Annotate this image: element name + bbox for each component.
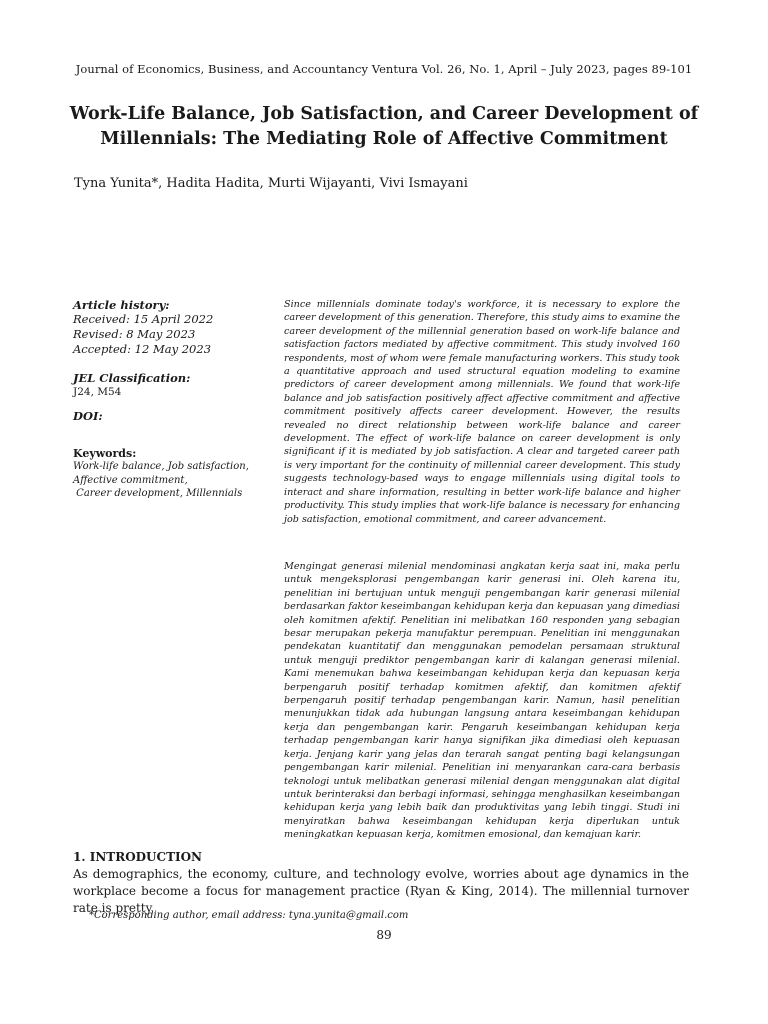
keywords-label: Keywords: xyxy=(73,447,137,460)
doi-label: DOI: xyxy=(73,409,103,423)
article-info-sidebar xyxy=(73,298,273,501)
received-date: Received: 15 April 2022 xyxy=(73,312,214,326)
abstract-english: Since millennials dominate today's workforce, it is necessary to explore the career development of this generation. Therefore, this study aims to examine the career development of the millennial generation based on work-life balance and satisfaction factors mediated by affective commitment. This study involved 160 respondents, most of whom were female manufacturing workers. This study took a quantitative approach and used structural equation modeling to examine predictors of career development among millennials. We found that work-life balance and job satisfaction positively affect affective commitment and affective commitment positively affects career development. However, the results revealed no direct relationship between work-life balance and career development. The effect of work-life balance on career development is only significant if it is mediated by job satisfaction. A clear and targeted career path is very important for the continuity of millennial career development. This study suggests technology-based ways to engage millennials using digital tools to interact and share information, resulting in better work-life balance and higher productivity. This study implies that work-life balance is necessary for enhancing job satisfaction, emotional commitment, and career advancement. xyxy=(284,299,680,525)
keywords-line: Work-life balance, Job satisfaction, xyxy=(73,461,249,472)
keywords-line: Affective commitment, xyxy=(73,474,188,486)
introduction-heading: 1. INTRODUCTION xyxy=(73,850,203,864)
article-history-label: Article history: xyxy=(73,298,170,312)
journal-header: Journal of Economics, Business, and Accountancy Ventura Vol. 26, No. 1, April – July 2023, pages 89-101 xyxy=(75,62,693,76)
page-number: 89 xyxy=(376,928,392,942)
corresponding-author-footnote: *Corresponding author, email address: tyna.yunita@gmail.com xyxy=(89,910,409,921)
accepted-date: Accepted: 12 May 2023 xyxy=(73,342,212,356)
keywords-line: Career development, Millennials xyxy=(73,488,243,499)
article-title: Work-Life Balance, Job Satisfaction, and Career Development of Millennials: The Mediating Role of Affective Commitment xyxy=(69,104,699,149)
authors: Tyna Yunita*, Hadita Hadita, Murti Wijayanti, Vivi Ismayani xyxy=(74,176,468,191)
abstract-indonesian: Mengingat generasi milenial mendominasi angkatan kerja saat ini, maka perlu untuk mengeksplorasi pengembangan karir generasi ini. Oleh karena itu, penelitian ini bertujuan untuk menguji pengembangan karir generasi milenial berdasarkan faktor keseimbangan kehidupan kerja dan kepuasan yang dimediasi oleh komitmen afektif. Penelitian ini melibatkan 160 responden yang sebagian besar merupakan pekerja manufaktur perempuan. Penelitian ini menggunakan pendekatan kuantitatif dan menggunakan pemodelan persamaan struktural untuk menguji prediktor pengembangan karir di kalangan generasi milenial. Kami menemukan bahwa keseimbangan kehidupan kerja dan kepuasan kerja berpengaruh positif terhadap komitmen afektif, dan komitmen afektif berpengaruh positif terhadap pengembangan karir. Namun, hasil penelitian menunjukkan tidak ada hubungan langsung antara keseimbangan kehidupan kerja dan pengembangan karir. Pengaruh keseimbangan kehidupan kerja terhadap pengembangan karir hanya signifikan jika dimediasi oleh kepuasan kerja. Jenjang karir yang jelas dan terarah sangat penting bagi kelangsungan pengembangan karir milenial. Penelitian ini menyarankan cara-cara berbasis teknologi untuk melibatkan generasi milenial dengan menggunakan alat digital untuk berinteraksi dan berbagi informasi, sehingga menghasilkan keseimbangan kehidupan kerja yang lebih baik dan produktivitas yang lebih tinggi. Studi ini menyiratkan bahwa keseimbangan kehidupan kerja diperlukan untuk meningkatkan kepuasan kerja, komitmen emosional, dan kemajuan karir. xyxy=(284,561,680,841)
jel-codes: J24, M54 xyxy=(73,386,122,398)
jel-label: JEL Classification: xyxy=(73,371,191,385)
introduction-text: As demographics, the economy, culture, and technology evolve, worries about age dynamics in the workplace become a focus for management practice (Ryan & King, 2014). The millennial turnover rate is pretty xyxy=(73,867,689,915)
revised-date: Revised: 8 May 2023 xyxy=(73,327,196,341)
